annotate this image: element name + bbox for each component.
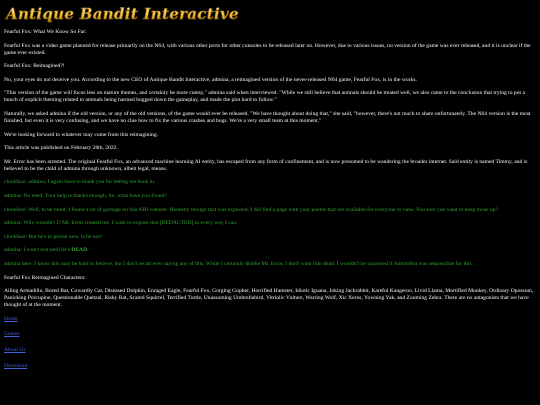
chat-message	[4, 247, 536, 254]
section-heading: Fearful Fox: What We Know So Far:	[4, 29, 87, 35]
chat-message: clockface: But he's in prison now, is he not?	[4, 233, 103, 240]
article-paragraph: Mr. Error has been arrested. The original Fearful Fox, an advanced machine learning AI entity, has escaped from any form of confinement, and is now presumed to be wandering the broader internet. Said entity is named Timmy, and is believed to be the child of admina through unknown, albeit legal, means.	[4, 158, 528, 172]
site-logo: Antique Bandit Interactive	[6, 5, 239, 23]
chat-message: admina: No need. Your help is thanks enough. So, what have you found?	[4, 192, 167, 199]
characters-list: Ailing Armadillo, Bored Bat, Cowardly Cat, Diseased Dolphin, Enraged Eagle, Fearful Fox, Gorging Gopher, Horrified Hamster, Idiotic Iguana, Joking Jackrabbit, Kareful Kangeroo, Livid Llama, Mortified Monkey, Ordinary Opossum, Panicking Porcupine, Questionable Quetzal, Risky Rat, Scared Squirrel, Terrified Turtle, Unassuming Umbrellabird, Vitriolic Vulture, Warring Wolf, Xic Xerus, Yowning Yak, and Zooming Zebra. There are no antagonists that we have thought of at the moment.	[4, 288, 534, 309]
nav-link-download[interactable]: Download	[4, 362, 28, 369]
publish-date: This article was published on February 28th, 2022.	[4, 145, 118, 152]
chat-message-emphasis: DEAD.	[71, 247, 89, 254]
nav-link-home[interactable]: Home	[4, 315, 18, 322]
nav-link-games[interactable]: Games	[4, 331, 20, 338]
chat-message: clockface: admina, I again have to thank you for letting me back in.	[4, 179, 156, 186]
chat-log	[4, 179, 536, 268]
article-paragraph: We're looking forward to whatever may come from this reimagining.	[4, 131, 159, 138]
article-paragraph: Fearful Fox was a video game planned for release primarily on the N64, with various other ports for other consoles to be released later on. However, due to various issues, no version of the game was ever released, and it is unclear if the game ever existed.	[4, 42, 531, 56]
article	[4, 29, 536, 173]
section-heading: Fearful Fox: Reimagined?!	[4, 63, 65, 70]
article-paragraph: Naturally, we asked admina if the old version, or any of the old versions, of the game would ever be released. "We have thought about doing that," she said, "however, there's not much to share unfortunately. The N64 version is the most finished, but even it is very confusing, and we have no clue how to fix the various crashes and bugs. We're a very small team at this moment."	[4, 110, 531, 124]
chat-message: clockface: Well, to be blunt, I found a lot of garbage on this ABI website. Honestly though that was expected. I did find a page with your poems that are available for everyone to view. You sure you want to keep those up?	[4, 206, 498, 213]
characters-heading: Fearful Fox Reimagined Characters:	[4, 274, 86, 281]
article-paragraph: No, your eyes do not deceive you. According to the new CEO of Antique Bandit Interactive, admina, a reimagined version of the never-released N64 game, Fearful Fox, is in the works.	[4, 76, 417, 83]
chat-message: admina here. I know this may be hard to believe, but I don't recall ever saying any of this. While I certainly dislike Mr. Error, I don't want him dead. I wouldn't be surprised if AdminBot was responsible for this.	[4, 260, 474, 267]
characters-section	[4, 275, 536, 310]
nav-link-about[interactable]: About Us	[4, 347, 26, 354]
chat-message: admina: Why wouldn't I? Mr. Error created me. I want to expose that [REDACTED] in every way I can.	[4, 220, 238, 227]
site-nav	[4, 316, 536, 370]
chat-message-text: admina: I won't rest until he's	[4, 247, 70, 254]
article-paragraph: "This version of the game will focus less on mature themes, and certainly be more cutesy," admina said when interviewed. "While we still believe that animals should be treated well, we also came to the conclusion that trying to put a bunch of explicit theming related to animals being harmed bogged down the gameplay, and made the plot hard to follow."	[4, 90, 525, 104]
